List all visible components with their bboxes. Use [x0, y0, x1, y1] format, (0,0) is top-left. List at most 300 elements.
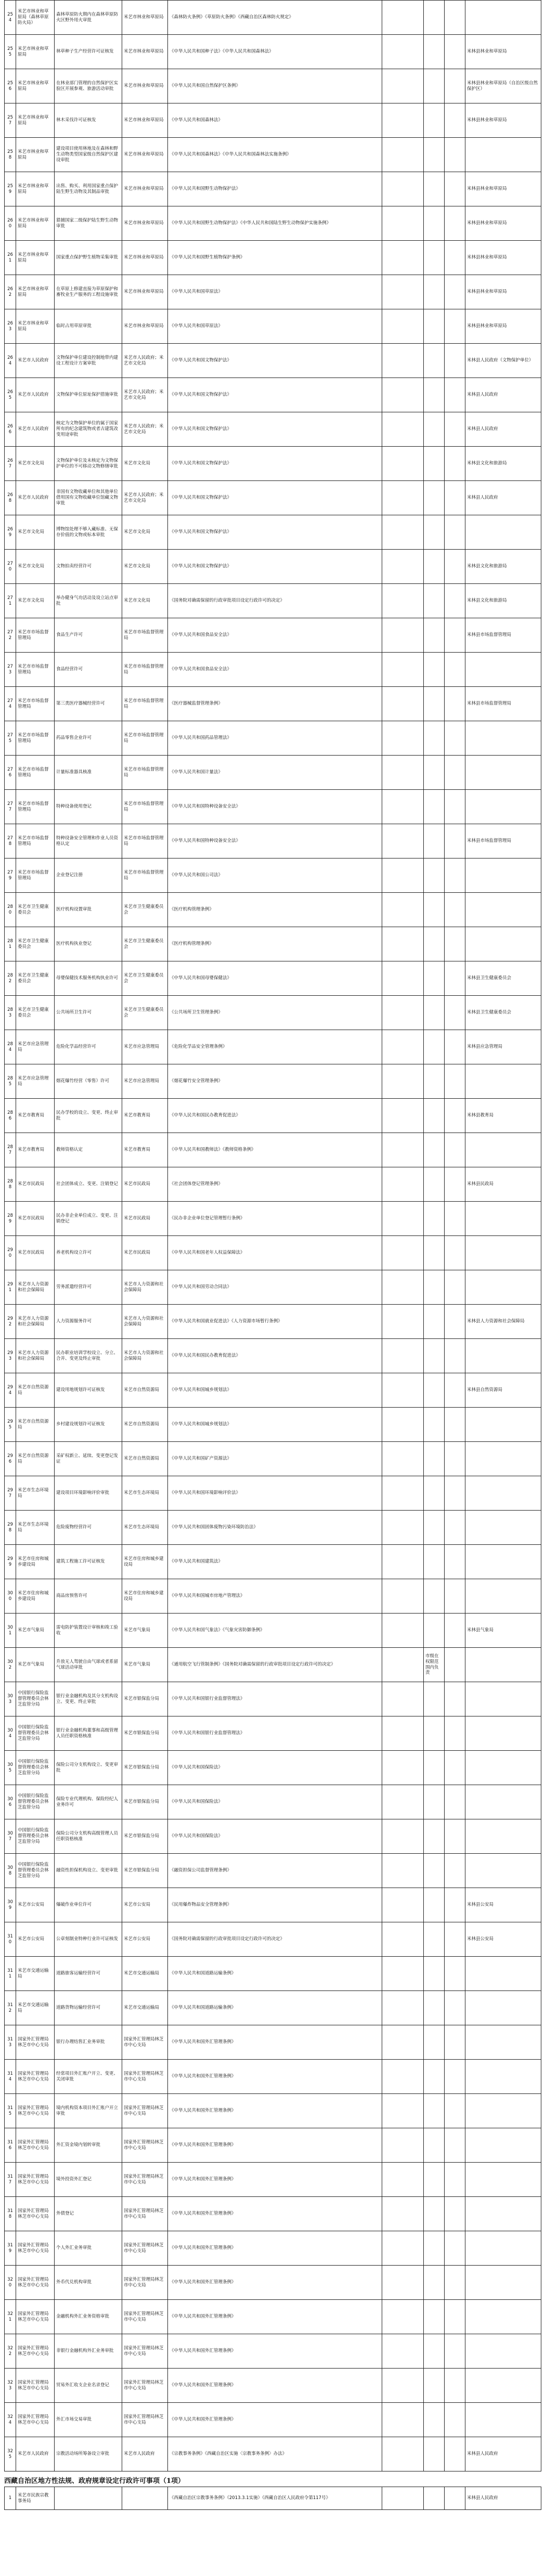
legal-basis-cell: 《中华人民共和国民办教育促进法》	[168, 1339, 382, 1373]
extra-cell-a	[424, 996, 445, 1030]
table-row	[5, 447, 541, 481]
permit-name-cell: 临时占用草原审批	[55, 309, 122, 344]
level-cell	[382, 515, 424, 550]
level-cell	[382, 1991, 424, 2025]
extra-cell-b	[445, 1236, 465, 1270]
extra-cell-b	[445, 1442, 465, 1476]
extra-cell-b	[445, 1202, 465, 1236]
row-number: 299	[5, 1545, 16, 1579]
table-row	[5, 35, 541, 69]
extra-cell-a	[424, 1167, 445, 1202]
extra-cell-b	[445, 1888, 465, 1922]
department-cell: 米艺市文化局	[16, 447, 55, 481]
legal-basis-cell: 《中华人民共和国教师法》《教师资格条例》	[168, 1133, 382, 1167]
table-row	[5, 1648, 541, 1682]
permit-name-cell: 建设用地规划许可证核发	[55, 1373, 122, 1408]
level-cell	[382, 447, 424, 481]
row-number: 278	[5, 824, 16, 858]
level-cell	[382, 2060, 424, 2094]
department-cell: 米艺市公安局	[16, 1888, 55, 1922]
county-agency-cell	[465, 1579, 541, 1614]
department-cell: 米艺市人民政府	[16, 412, 55, 447]
extra-cell-a	[424, 1099, 445, 1133]
legal-basis-cell: 《中华人民共和国外汇管理条例》	[168, 2025, 382, 2060]
table-row	[5, 515, 541, 550]
extra-cell-b	[445, 2231, 465, 2266]
section-caption: 西藏自治区地方性法规、政府规章设定行政许可事项（1项）	[4, 2477, 185, 2485]
extra-cell-a	[424, 893, 445, 927]
county-agency-cell	[465, 1270, 541, 1305]
permit-name-cell: 食品生产许可	[55, 618, 122, 653]
implementing-agency-cell: 米艺市应急管理局	[122, 1064, 168, 1099]
permit-name-cell	[55, 2487, 122, 2510]
department-cell: 米艺市交通运输局	[16, 1991, 55, 2025]
permit-name-cell: 经常项目外汇账户开立、变更、关闭审批	[55, 2060, 122, 2094]
implementing-agency-cell: 米艺市住房和城乡建设局	[122, 1579, 168, 1614]
legal-basis-cell: 《公共场所卫生管理条例》	[168, 996, 382, 1030]
legal-basis-cell: 《中华人民共和国特种设备安全法》	[168, 824, 382, 858]
level-cell	[382, 1785, 424, 1819]
table-row	[5, 687, 541, 721]
implementing-agency-cell: 米艺市林业和草原局	[122, 103, 168, 138]
level-cell	[382, 2163, 424, 2197]
extra-cell-a	[424, 550, 445, 584]
extra-cell-a	[424, 2163, 445, 2197]
implementing-agency-cell: 米艺市民政局	[122, 1236, 168, 1270]
legal-basis-cell: 《医疗机构管理条例》	[168, 893, 382, 927]
level-cell	[382, 103, 424, 138]
extra-cell-b	[445, 1167, 465, 1202]
permit-name-cell: 建设项目使用林地及在森林和野生动物类型国家级自然保护区建设审批	[55, 138, 122, 172]
level-cell	[382, 2437, 424, 2471]
row-number: 267	[5, 447, 16, 481]
extra-cell-a	[424, 1064, 445, 1099]
legal-basis-cell: 《中华人民共和国特种设备安全法》	[168, 790, 382, 824]
extra-cell-a	[424, 1854, 445, 1888]
row-number: 271	[5, 584, 16, 618]
department-cell: 国家外汇管理局林芝市中心支局	[16, 2128, 55, 2163]
extra-cell-b	[445, 1, 465, 35]
permit-name-cell: 文物保护单位原址保护措施审批	[55, 378, 122, 412]
department-cell: 国家外汇管理局林芝市中心支局	[16, 2369, 55, 2403]
department-cell: 米艺市林业和草原局	[16, 138, 55, 172]
table-row	[5, 824, 541, 858]
department-cell: 米艺市文化局	[16, 515, 55, 550]
legal-basis-cell: 《中华人民共和国外汇管理条例》	[168, 2403, 382, 2437]
legal-basis-cell: 《中华人民共和国银行业监督管理法》	[168, 1716, 382, 1751]
row-number: 273	[5, 653, 16, 687]
legal-basis-cell: 《中华人民共和国文物保护法》	[168, 412, 382, 447]
county-agency-cell: 米林县林业和草原局（自治区级自然保护区）	[465, 69, 541, 103]
extra-cell-b	[445, 1751, 465, 1785]
implementing-agency-cell: 米艺市住房和城乡建设局	[122, 1545, 168, 1579]
county-agency-cell	[465, 1133, 541, 1167]
extra-cell-b	[445, 618, 465, 653]
level-cell	[382, 1751, 424, 1785]
level-cell	[382, 824, 424, 858]
level-cell	[382, 2334, 424, 2369]
permit-name-cell: 道路货物运输经营许可	[55, 1991, 122, 2025]
county-agency-cell	[465, 1854, 541, 1888]
legal-basis-cell: 《中华人民共和国自然保护区条例》	[168, 69, 382, 103]
extra-cell-a	[424, 2025, 445, 2060]
permit-name-cell: 食品经营许可	[55, 653, 122, 687]
county-agency-cell	[465, 2334, 541, 2369]
table-row	[5, 2369, 541, 2403]
permit-table-body	[5, 1, 541, 2471]
extra-cell-b	[445, 2060, 465, 2094]
extra-cell-a	[424, 69, 445, 103]
department-cell: 米艺市民政局	[16, 1167, 55, 1202]
extra-cell-b	[445, 69, 465, 103]
county-agency-cell: 米林县民政局	[465, 1167, 541, 1202]
legal-basis-cell: 《中华人民共和国外汇管理条例》	[168, 2094, 382, 2128]
table-row	[5, 1682, 541, 1716]
department-cell: 中国银行保险监督管理委员会林芝监管分局	[16, 1819, 55, 1854]
permit-name-cell: 核定为文物保护单位的属于国家所有的纪念建筑物或者古建筑改变用途审批	[55, 412, 122, 447]
extra-cell-b	[445, 35, 465, 69]
legal-basis-cell: 《中华人民共和国文物保护法》	[168, 481, 382, 515]
implementing-agency-cell: 米艺市气象局	[122, 1648, 168, 1682]
table-row	[5, 893, 541, 927]
legal-basis-cell: 《中华人民共和国保险法》	[168, 1785, 382, 1819]
implementing-agency-cell: 米艺市林业和草原局	[122, 69, 168, 103]
extra-cell-b	[445, 515, 465, 550]
level-cell	[382, 653, 424, 687]
department-cell: 米艺市公安局	[16, 1922, 55, 1957]
legal-basis-cell: 《中华人民共和国外汇管理条例》	[168, 2266, 382, 2300]
permit-name-cell: 境内机构资本项目外汇账户开立审批	[55, 2094, 122, 2128]
county-agency-cell	[465, 1, 541, 35]
extra-cell-a	[424, 447, 445, 481]
legal-basis-cell: 《民办非企业单位登记管理暂行条例》	[168, 1202, 382, 1236]
extra-cell-b	[445, 858, 465, 893]
permit-name-cell: 教师资格认定	[55, 1133, 122, 1167]
level-cell	[382, 1922, 424, 1957]
level-cell	[382, 584, 424, 618]
level-cell	[382, 790, 424, 824]
county-agency-cell: 米林县公安局	[465, 1922, 541, 1957]
permit-name-cell: 民办非企业单位成立、变更、注销登记	[55, 1202, 122, 1236]
level-cell	[382, 2266, 424, 2300]
permit-name-cell: 猎捕国家二级保护陆生野生动物审批	[55, 206, 122, 241]
county-agency-cell: 米林县人力资源和社会保障局	[465, 1305, 541, 1339]
table-row	[5, 2163, 541, 2197]
department-cell: 米艺市卫生健康委员会	[16, 927, 55, 961]
legal-basis-cell: 《医疗器械监督管理条例》	[168, 687, 382, 721]
level-cell	[382, 412, 424, 447]
extra-cell-a	[424, 1373, 445, 1408]
extra-cell-b	[445, 1305, 465, 1339]
level-cell	[382, 1030, 424, 1064]
level-cell	[382, 2403, 424, 2437]
extra-cell-a	[424, 2403, 445, 2437]
department-cell: 米艺市住房和城乡建设局	[16, 1545, 55, 1579]
row-number: 291	[5, 1270, 16, 1305]
legal-basis-cell: 《国务院对确需保留的行政审批项目设定行政许可的决定》	[168, 584, 382, 618]
legal-basis-cell: 《中华人民共和国矿产资源法》	[168, 1442, 382, 1476]
extra-cell-b	[445, 927, 465, 961]
county-agency-cell	[465, 2163, 541, 2197]
legal-basis-cell: 《中华人民共和国外汇管理条例》	[168, 2128, 382, 2163]
row-number: 285	[5, 1064, 16, 1099]
permit-name-cell: 特种设备安全管理和作业人员资格认定	[55, 824, 122, 858]
department-cell: 米艺市市场监督管理局	[16, 618, 55, 653]
department-cell: 米艺市林业和草原局	[16, 309, 55, 344]
level-cell	[382, 618, 424, 653]
implementing-agency-cell: 米艺市银保监分局	[122, 1716, 168, 1751]
row-number: 311	[5, 1957, 16, 1991]
legal-basis-cell: 《中华人民共和国城市房地产管理法》	[168, 1579, 382, 1614]
department-cell: 米艺市市场监督管理局	[16, 653, 55, 687]
legal-basis-cell: 《民用爆炸物品安全管理条例》	[168, 1888, 382, 1922]
implementing-agency-cell: 米艺市人民政府	[122, 2437, 168, 2471]
regional-permit-table	[4, 2487, 541, 2510]
county-agency-cell	[465, 1957, 541, 1991]
level-cell	[382, 1099, 424, 1133]
level-cell	[382, 996, 424, 1030]
extra-cell-a	[424, 2487, 445, 2510]
department-cell: 米艺市林业和草原局（森林草原防火局）	[16, 1, 55, 35]
row-number: 268	[5, 481, 16, 515]
extra-cell-a	[424, 2094, 445, 2128]
extra-cell-a	[424, 344, 445, 378]
extra-cell-a	[424, 618, 445, 653]
implementing-agency-cell: 米艺市卫生健康委员会	[122, 961, 168, 996]
row-number: 260	[5, 206, 16, 241]
row-number: 255	[5, 35, 16, 69]
level-cell	[382, 1648, 424, 1682]
level-cell	[382, 241, 424, 275]
implementing-agency-cell: 米艺市林业和草原局	[122, 1, 168, 35]
row-number: 275	[5, 721, 16, 756]
legal-basis-cell: 《通用航空飞行管制条例》《国务院对确需保留的行政审批项目设定行政许可的决定》	[168, 1648, 382, 1682]
implementing-agency-cell: 米艺市教育局	[122, 1133, 168, 1167]
extra-cell-b	[445, 790, 465, 824]
legal-basis-cell: 《宗教事务条例》《西藏自治区实施〈宗教事务条例〉办法》	[168, 2437, 382, 2471]
permit-name-cell: 民办学校的设立、变更、终止审批	[55, 1099, 122, 1133]
table-row	[5, 653, 541, 687]
implementing-agency-cell: 米艺市市场监督管理局	[122, 687, 168, 721]
row-number: 290	[5, 1236, 16, 1270]
county-agency-cell: 米林县文化和旅游局	[465, 447, 541, 481]
table-row	[5, 1888, 541, 1922]
county-agency-cell	[465, 1408, 541, 1442]
county-agency-cell	[465, 927, 541, 961]
extra-cell-a	[424, 1408, 445, 1442]
extra-cell-b	[445, 756, 465, 790]
permit-name-cell: 特种设备使用登记	[55, 790, 122, 824]
implementing-agency-cell: 米艺市交通运输局	[122, 1957, 168, 1991]
row-number: 307	[5, 1819, 16, 1854]
table-row	[5, 69, 541, 103]
implementing-agency-cell: 国家外汇管理局林芝市中心支局	[122, 2094, 168, 2128]
department-cell: 米艺市自然资源局	[16, 1442, 55, 1476]
county-agency-cell: 米林县林业和草原局	[465, 172, 541, 206]
level-cell	[382, 1614, 424, 1648]
county-agency-cell: 米林县林业和草原局	[465, 309, 541, 344]
implementing-agency-cell: 米艺市银保监分局	[122, 1751, 168, 1785]
permit-name-cell: 民办职业培训学校设立、分立、合并、变更及终止审批	[55, 1339, 122, 1373]
row-number: 259	[5, 172, 16, 206]
permit-name-cell: 危险化学品经营许可	[55, 1030, 122, 1064]
extra-cell-a	[424, 1922, 445, 1957]
county-agency-cell	[465, 1682, 541, 1716]
extra-cell-a	[424, 653, 445, 687]
level-cell	[382, 1476, 424, 1511]
row-number: 264	[5, 344, 16, 378]
implementing-agency-cell: 米艺市人民政府；米艺市文化局	[122, 344, 168, 378]
table-row	[5, 1270, 541, 1305]
level-cell	[382, 138, 424, 172]
row-number: 266	[5, 412, 16, 447]
county-agency-cell: 米林县文化和旅游局	[465, 550, 541, 584]
department-cell: 米艺市民族宗教事务局	[16, 2487, 55, 2510]
implementing-agency-cell: 米艺市银保监分局	[122, 1785, 168, 1819]
implementing-agency-cell: 米艺市市场监督管理局	[122, 756, 168, 790]
extra-cell-a	[424, 2300, 445, 2334]
permit-name-cell: 保险专业代理机构、保险经纪人业务许可	[55, 1785, 122, 1819]
legal-basis-cell: 《中华人民共和国草原法》	[168, 275, 382, 309]
row-number: 283	[5, 996, 16, 1030]
row-number: 1	[5, 2487, 16, 2510]
row-number: 272	[5, 618, 16, 653]
department-cell: 米艺市市场监督管理局	[16, 756, 55, 790]
department-cell: 米艺市林业和草原局	[16, 206, 55, 241]
implementing-agency-cell: 米艺市人力资源和社会保障局	[122, 1339, 168, 1373]
permit-name-cell: 境外投资外汇登记	[55, 2163, 122, 2197]
implementing-agency-cell: 米艺市林业和草原局	[122, 275, 168, 309]
department-cell: 米艺市林业和草原局	[16, 275, 55, 309]
table-row	[5, 2334, 541, 2369]
table-row	[5, 2025, 541, 2060]
extra-cell-b	[445, 1545, 465, 1579]
department-cell: 国家外汇管理局林芝市中心支局	[16, 2197, 55, 2231]
legal-basis-cell: 《中华人民共和国外汇管理条例》	[168, 2334, 382, 2369]
permit-name-cell: 非国有文物收藏单位和其他单位借用国有文物收藏单位馆藏文物审批	[55, 481, 122, 515]
department-cell: 米艺市气象局	[16, 1614, 55, 1648]
extra-cell-a	[424, 1716, 445, 1751]
implementing-agency-cell: 米艺市应急管理局	[122, 1030, 168, 1064]
permit-name-cell: 建设项目环境影响评价审批	[55, 1476, 122, 1511]
department-cell: 米艺市林业和草原局	[16, 172, 55, 206]
level-cell	[382, 1442, 424, 1476]
extra-cell-b	[445, 2025, 465, 2060]
implementing-agency-cell	[122, 2487, 168, 2510]
department-cell: 国家外汇管理局林芝市中心支局	[16, 2403, 55, 2437]
level-cell	[382, 1236, 424, 1270]
department-cell: 中国银行保险监督管理委员会林芝监管分局	[16, 1716, 55, 1751]
table-row	[5, 721, 541, 756]
extra-cell-b	[445, 721, 465, 756]
county-agency-cell	[465, 790, 541, 824]
row-number: 289	[5, 1202, 16, 1236]
legal-basis-cell: 《中华人民共和国道路运输条例》	[168, 1957, 382, 1991]
county-agency-cell	[465, 2369, 541, 2403]
extra-cell-a	[424, 1819, 445, 1854]
extra-cell-b	[445, 2300, 465, 2334]
department-cell: 米艺市人力资源和社会保障局	[16, 1270, 55, 1305]
row-number: 263	[5, 309, 16, 344]
row-number: 310	[5, 1922, 16, 1957]
table-row	[5, 2128, 541, 2163]
table-row	[5, 412, 541, 447]
level-cell	[382, 275, 424, 309]
level-cell	[382, 1716, 424, 1751]
permit-name-cell: 医疗机构执业登记	[55, 927, 122, 961]
row-number: 325	[5, 2437, 16, 2471]
row-number: 306	[5, 1785, 16, 1819]
extra-cell-b	[445, 309, 465, 344]
implementing-agency-cell: 米艺市文化局	[122, 515, 168, 550]
implementing-agency-cell: 米艺市林业和草原局	[122, 309, 168, 344]
implementing-agency-cell: 国家外汇管理局林芝市中心支局	[122, 2060, 168, 2094]
permit-name-cell: 举办健身气功活动及设立站点审批	[55, 584, 122, 618]
implementing-agency-cell: 米艺市人力资源和社会保障局	[122, 1305, 168, 1339]
extra-cell-a	[424, 1270, 445, 1305]
department-cell: 中国银行保险监督管理委员会林芝监管分局	[16, 1751, 55, 1785]
row-number: 288	[5, 1167, 16, 1202]
regional-permit-table-body	[5, 2487, 541, 2510]
table-row	[5, 103, 541, 138]
legal-basis-cell: 《中华人民共和国道路运输条例》	[168, 1991, 382, 2025]
row-number: 296	[5, 1442, 16, 1476]
row-number: 293	[5, 1339, 16, 1373]
row-number: 314	[5, 2060, 16, 2094]
department-cell: 米艺市民政局	[16, 1202, 55, 1236]
extra-cell-a	[424, 481, 445, 515]
department-cell: 米艺市人民政府	[16, 481, 55, 515]
legal-basis-cell: 《中华人民共和国外汇管理条例》	[168, 2300, 382, 2334]
legal-basis-cell: 《中华人民共和国外汇管理条例》	[168, 2163, 382, 2197]
department-cell: 米艺市市场监督管理局	[16, 687, 55, 721]
extra-cell-a	[424, 1202, 445, 1236]
table-row	[5, 1442, 541, 1476]
row-number: 254	[5, 1, 16, 35]
extra-cell-b	[445, 1339, 465, 1373]
level-cell	[382, 2128, 424, 2163]
level-cell	[382, 378, 424, 412]
legal-basis-cell: 《中华人民共和国森林法》《中华人民共和国森林法实施条例》	[168, 138, 382, 172]
permit-name-cell: 计量标准器具核准	[55, 756, 122, 790]
row-number: 322	[5, 2334, 16, 2369]
legal-basis-cell: 《烟花爆竹安全管理条例》	[168, 1064, 382, 1099]
department-cell: 国家外汇管理局林芝市中心支局	[16, 2334, 55, 2369]
extra-cell-b	[445, 1854, 465, 1888]
table-row	[5, 1614, 541, 1648]
extra-cell-a	[424, 2060, 445, 2094]
extra-cell-b	[445, 1030, 465, 1064]
table-row	[5, 1133, 541, 1167]
extra-cell-b	[445, 2163, 465, 2197]
legal-basis-cell: 《中华人民共和国文物保护法》	[168, 515, 382, 550]
table-row	[5, 344, 541, 378]
permit-name-cell: 烟花爆竹经营（零售）许可	[55, 1064, 122, 1099]
row-number: 304	[5, 1716, 16, 1751]
implementing-agency-cell: 国家外汇管理局林芝市中心支局	[122, 2025, 168, 2060]
level-cell	[382, 1682, 424, 1716]
row-number: 300	[5, 1579, 16, 1614]
department-cell: 米艺市教育局	[16, 1133, 55, 1167]
extra-cell-a	[424, 2334, 445, 2369]
extra-cell-a	[424, 1614, 445, 1648]
implementing-agency-cell: 米艺市银保监分局	[122, 1682, 168, 1716]
legal-basis-cell: 《中华人民共和国就业促进法》《人力资源市场暂行条例》	[168, 1305, 382, 1339]
county-agency-cell: 米林县公安局	[465, 1888, 541, 1922]
department-cell: 米艺市林业和草原局	[16, 69, 55, 103]
row-number: 276	[5, 756, 16, 790]
row-number: 317	[5, 2163, 16, 2197]
